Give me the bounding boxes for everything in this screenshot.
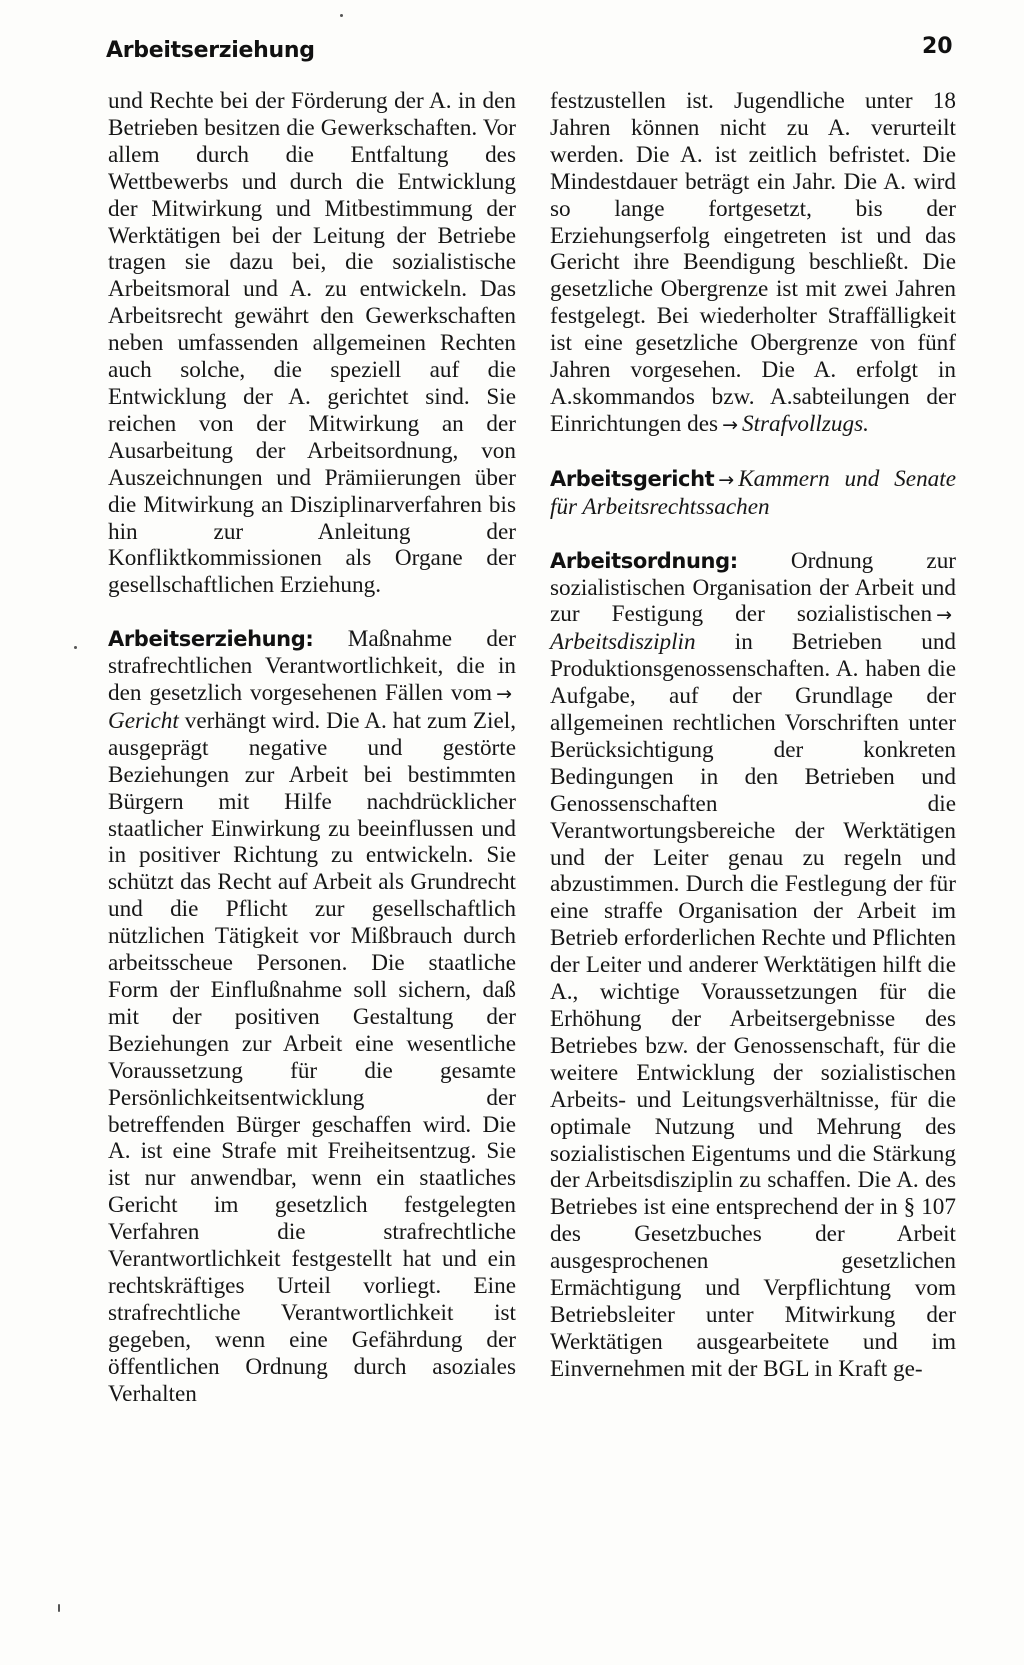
entry-text: Ordnung zur sozialistischen Organisation der Arbeit und zur Festigung der sozialistischen — [550, 547, 957, 628]
entry-text: Maßnahme der strafrechtlichen Verantwortlichkeit, die in den gesetzlich vorgesehenen Fällen vom — [108, 626, 517, 707]
cross-reference-arrow-icon: → — [718, 468, 735, 491]
entry-spacer — [550, 521, 956, 548]
cross-reference-link[interactable]: Strafvollzugs. — [742, 410, 869, 437]
entry-arbeitserziehung — [108, 626, 516, 1407]
entry-arbeitsordnung — [550, 548, 956, 1383]
scan-speck — [340, 14, 343, 17]
cross-reference-link[interactable]: Arbeitsdisziplin — [550, 629, 696, 656]
page-number: 20 — [922, 34, 953, 59]
cross-reference-arrow-icon: → — [936, 604, 952, 627]
continuation-text: und Rechte bei der Förderung der A. in den Betrieben besitzen die Gewerkschaften. Vor allem durch die Entfaltung des Wettbewerbs und durch die Entwicklung der Mitwirkung und Mitbestimmung der Werktätigen bei der Leitung der Betriebe tragen sie dazu bei, die sozialistische Arbeitsmoral und A. zu entwickeln. Das Arbeitsrecht gewährt den Gewerkschaften neben umfassenden allgemeinen Rechten auch solche, die speziell auf die Entwicklung der A. gerichtet sind. Sie reichen von der Mitwirkung an der Ausarbeitung der Arbeitsordnung, von Auszeichnungen und Prämiierungen über die Mitwirkung an Disziplinarverfahren bis hin zur Anleitung der Konfliktkommissionen als Organe der gesellschaftlichen Erziehung. — [108, 88, 516, 599]
cross-reference-arrow-icon: → — [722, 413, 738, 436]
entry-text: verhängt wird. Die A. hat zum Ziel, ausgeprägt negative und gestörte Beziehungen zur Arbeit bei bestimmten Bürgern mit Hilfe nachdrücklicher staatlicher Einwirkung zu beeinflussen und in positiver Richtung zu entwickeln. Sie schützt das Recht auf Arbeit als Grundrecht und die Pflicht zur gesellschaftlich nützlichen Tätigkeit vor Mißbrauch durch arbeitsscheue Personen. Die staatliche Form der Einflußnahme soll sichern, daß mit der positiven Gestaltung der Beziehungen zur Arbeit eine wesentliche Voraussetzung für die gesamte Persönlichkeitsentwicklung der betreffenden Bürger geschaffen wird. Die A. ist eine Strafe mit Freiheitsentzug. Sie ist nur anwendbar, wenn ein staatliches Gericht im gesetzlich festgelegten Verfahren die strafrechtliche Verantwortlichkeit festgestellt hat und ein rechtskräftiges Urteil vorliegt. Eine strafrechtliche Verantwortlichkeit ist gegeben, wenn eine Gefährdung der öffentlichen Ordnung durch asoziales Verhalten — [108, 707, 516, 1407]
scan-speck — [74, 646, 77, 649]
continuation-paragraph — [550, 88, 956, 439]
left-column — [108, 88, 516, 1408]
continuation-paragraph — [108, 88, 516, 599]
running-head: Arbeitserziehung — [106, 38, 315, 63]
entry-headword: Arbeitsordnung: — [550, 548, 738, 573]
cross-reference-link[interactable]: Gericht — [108, 707, 179, 734]
cross-reference-arrow-icon: → — [496, 683, 512, 706]
cross-reference-link[interactable]: Kammern und Senate für Arbeitsrechtssachen — [550, 465, 956, 520]
entry-arbeitsgericht — [550, 466, 956, 521]
right-column — [550, 88, 956, 1383]
entry-headword: Arbeitserziehung: — [108, 627, 314, 652]
entry-headword: Arbeitsgericht — [550, 466, 715, 491]
continuation-text: festzustellen ist. Jugendliche unter 18 Jahren können nicht zu A. verurteilt werden. Die A. ist zeitlich befristet. Die Mindestdauer beträgt ein Jahr. Die A. wird so lange fortgesetzt, bis der Erziehungserfolg eingetreten ist und das Gericht ihre Beendigung beschließt. Die gesetzliche Obergrenze ist mit zwei Jahren festgelegt. Bei wiederholter Straffälligkeit ist eine gesetzliche Obergrenze von fünf Jahren vorgesehen. Die A. erfolgt in A.skommandos bzw. A.sabteilungen der Einrichtungen des — [550, 88, 956, 437]
scan-speck — [58, 1604, 60, 1612]
entry-text: in Betrieben und Produktionsgenossenschaften. A. haben die Aufgabe, auf der Grundlage der allgemeinen rechtlichen Vorschriften unter Berücksichtigung der konkreten Bedingungen in den Betrieben und Genossenschaften die Verantwortungsbereiche der Werktätigen und der Leiter genau zu regeln und abzustimmen. Durch die Festlegung der für eine straffe Organisation der Arbeit im Betrieb erforderlichen Rechte und Pflichten der Leiter und anderer Werktätigen hilft die A., wichtige Voraussetzungen für die Erhöhung der Arbeitsergebnisse des Betriebes bzw. der Genossenschaft, für die weitere Entwicklung der sozialistischen Arbeits- und Leitungsverhältnisse, für die optimale Nutzung und Mehrung des sozialistischen Eigentums und die Stärkung der Arbeitsdisziplin zu schaffen. Die A. des Betriebes ist eine entsprechend der in § 107 des Gesetzbuches der Arbeit ausgesprochenen gesetzlichen Ermächtigung und Verpflichtung vom Betriebsleiter unter Mitwirkung der Werktätigen ausgearbeitete und im Einvernehmen mit der BGL in Kraft ge- — [550, 629, 957, 1382]
entry-spacer — [550, 439, 956, 466]
entry-spacer — [108, 599, 516, 626]
